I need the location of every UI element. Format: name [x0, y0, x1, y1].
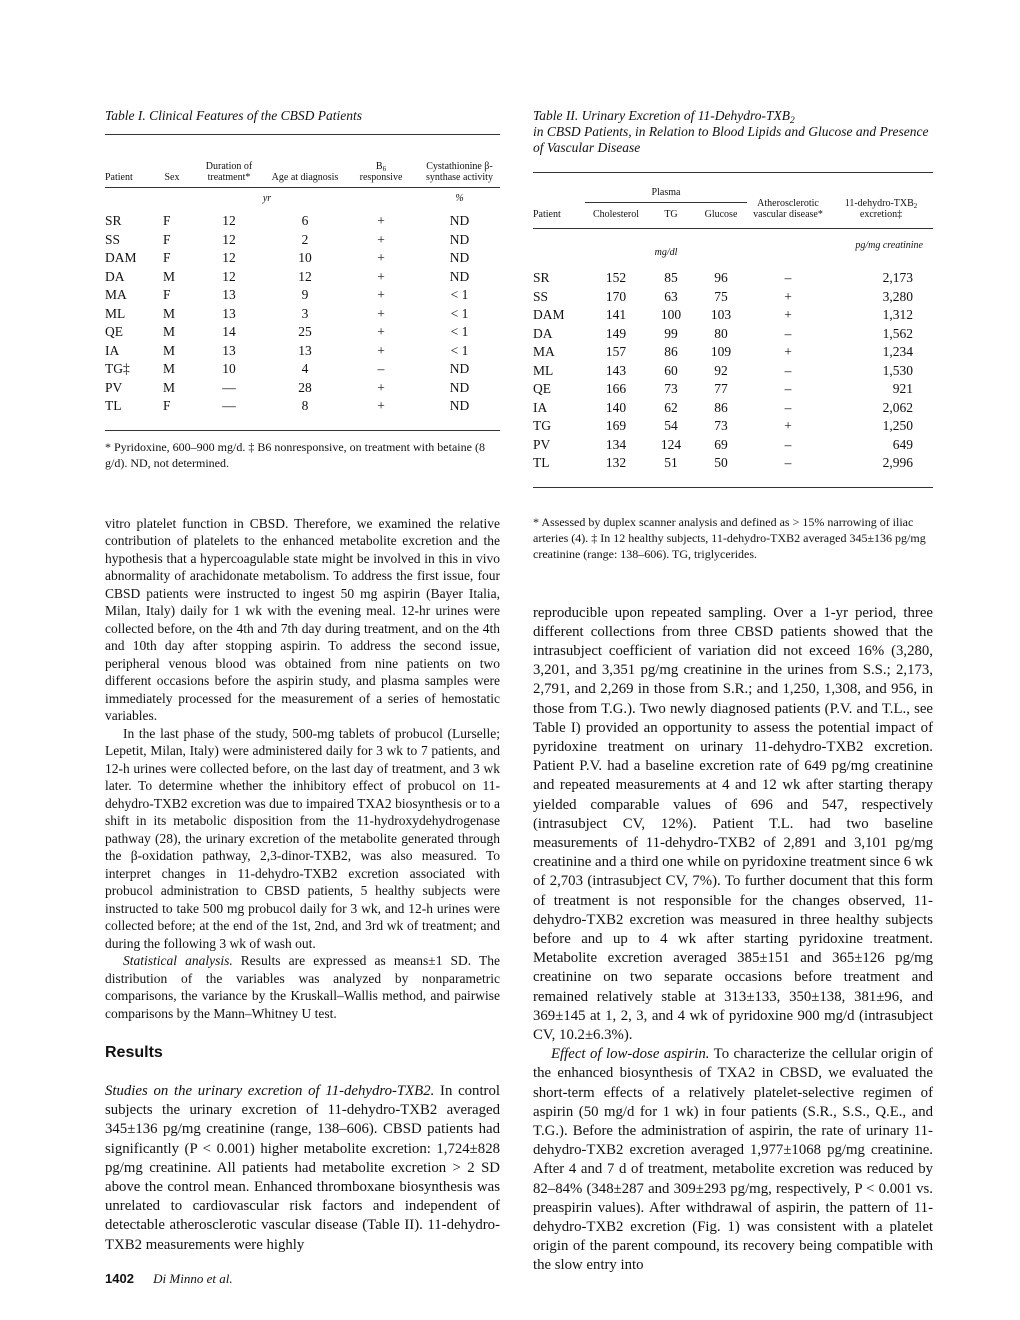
table-cell: –: [377, 361, 385, 376]
table-cell: 85: [664, 270, 678, 285]
table-row: [105, 323, 500, 342]
table-cell: ND: [449, 361, 470, 376]
table-cell: 10: [298, 250, 312, 265]
table-cell: IA: [105, 342, 120, 358]
table-cell: 86: [664, 344, 678, 359]
aspirin-paragraph: Effect of low-dose aspirin. To characterize the cellular origin of the enhanced biosynthesis of TXA2 in CBSD, we evaluated the short-term effects of a relatively platelet-selective regimen of aspirin (50 mg/d for 1 wk) in four patients (S.R., S.S., Q.E., and T.G.). Before the administration of aspirin, the rate of urinary 11-dehydro-TXB2 excretion averaged 1,977±1068 pg/mg creatinine. After 4 and 7 d of treatment, metabolite excretion was reduced by 82–84% (348±287 and 309±293 pg/mg, respectively, P < 0.001 vs. preaspirin values). After withdrawal of aspirin, the pattern of 11-dehydro-TXB2 excretion (Fig. 1) was consistent with a platelet origin of the parent compound, its recovery being compatible with the slow entry into: [533, 1046, 933, 1274]
table-row: [105, 268, 500, 287]
t1-col-sex: Sex: [153, 135, 191, 188]
table-cell: SR: [533, 270, 550, 285]
table-cell: 73: [664, 381, 678, 396]
table-cell: +: [377, 379, 385, 395]
table-row: [533, 288, 933, 307]
table-cell: 13: [298, 342, 312, 358]
table-cell: –: [784, 325, 792, 341]
table-row: [105, 231, 500, 250]
table-cell: 100: [660, 307, 682, 322]
table-cell: 3,280: [882, 288, 913, 304]
table-cell: M: [163, 268, 176, 284]
table-cell: ND: [449, 398, 470, 413]
table-cell: ND: [449, 250, 470, 265]
t1-col-duration: Duration of treatment*: [191, 135, 267, 188]
table-row: [105, 397, 500, 430]
t1-col-patient: Patient: [105, 135, 153, 188]
table-cell: 109: [710, 344, 732, 359]
left-column: [105, 108, 500, 1255]
table-cell: 2,062: [882, 399, 913, 415]
table-cell: < 1: [450, 342, 469, 358]
statistical-paragraph: Statistical analysis. Results are expressed as means±1 SD. The distribution of the variables was analyzed by nonparametric comparisons, the variance by the Kruskall–Wallis method, and pairwise comparisons by the Mann–Whitney U test.: [105, 953, 500, 1021]
table-cell: QE: [105, 324, 123, 339]
table-row: [533, 399, 933, 418]
table-cell: 28: [298, 379, 312, 395]
table-cell: M: [163, 379, 176, 395]
table-cell: F: [163, 398, 171, 413]
t2-col-patient: Patient: [533, 209, 561, 220]
table-cell: 1,530: [882, 362, 913, 378]
table-cell: QE: [533, 381, 551, 396]
table-cell: M: [163, 324, 176, 339]
table-cell: ND: [449, 231, 470, 247]
table-row: [533, 343, 933, 362]
table-cell: 73: [714, 418, 728, 433]
table-cell: F: [163, 213, 171, 228]
table-cell: F: [163, 231, 171, 247]
table-row: [533, 436, 933, 455]
table-cell: M: [163, 305, 176, 321]
results-heading: Results: [105, 1044, 163, 1061]
table-row: [533, 306, 933, 325]
table-cell: +: [377, 305, 385, 321]
table-row: [105, 342, 500, 361]
table-cell: 14: [222, 324, 236, 339]
table-cell: M: [163, 361, 176, 376]
table-cell: MA: [533, 344, 555, 359]
paragraph: In the last phase of the study, 500-mg tablets of probucol (Lurselle; Lepetit, Milan, Italy) were administered daily for 3 wk to 7 patients, and 12-h urines were collected before, on the last day of treatment, and 3 wk later. To determine whether the inhibitory effect of probucol on 11-dehydro-TXB2 excretion was due to impaired TXA2 biosynthesis or to a shift in its metabolic disposition from the 11-hydroxydehydrogenase pathway (28), the urinary excretion of the metabolite generated through the β-oxidation pathway, 2,3-dinor-TXB2, was also measured. To interpret changes in 11-dehydro-TXB2 excretion associated with probucol administration to CBSD patients, 5 healthy subjects were instructed to take 500 mg probucol daily for 3 wk, and 12-h urines were collected before; at the end of the 1st, 2nd, and 3rd wk of treatment; and during the following 3 wk of wash out.: [105, 725, 500, 951]
table-cell: 96: [714, 270, 728, 285]
table-cell: 1,312: [882, 307, 913, 322]
table-cell: 60: [664, 362, 678, 378]
t2-col-excretion: $11-dehydro-TXB_2$ excretion‡: [844, 198, 918, 220]
running-author: Di Minno et al.: [153, 1271, 233, 1286]
table-cell: 9: [301, 287, 309, 302]
table-cell: 134: [605, 436, 627, 452]
t1-col-age: Age at diagnosis: [267, 135, 343, 188]
table-cell: < 1: [450, 324, 469, 339]
table-cell: 12: [222, 231, 236, 247]
table2: [533, 172, 933, 488]
table-cell: 140: [605, 399, 627, 415]
table-cell: 13: [222, 305, 236, 321]
t2-unit-mgdl: mg/dl: [654, 247, 678, 258]
table-cell: SR: [105, 213, 122, 228]
table-cell: –: [784, 381, 792, 396]
table-cell: 13: [222, 287, 236, 302]
t2-col-athero: Atherosclerotic vascular disease*: [753, 198, 823, 220]
table-cell: 10: [222, 361, 236, 376]
results-continued: [533, 604, 933, 1276]
table-cell: 77: [714, 381, 728, 396]
table-cell: M: [163, 342, 176, 358]
table-cell: < 1: [450, 305, 469, 321]
table-cell: 132: [605, 455, 627, 470]
table-cell: DA: [533, 325, 553, 341]
table-row: [533, 362, 933, 381]
table-cell: 12: [222, 213, 236, 228]
table-row: [533, 417, 933, 436]
table-cell: 75: [714, 288, 728, 304]
table-cell: –: [784, 362, 792, 378]
page-number: 1402: [105, 1271, 134, 1286]
table-cell: —: [222, 398, 236, 413]
table-cell: 62: [664, 399, 678, 415]
page-footer: [105, 1271, 233, 1287]
table-row: [105, 212, 500, 231]
methods-text: [105, 515, 500, 1023]
table-row: [533, 325, 933, 344]
table-cell: –: [784, 270, 792, 285]
t2-unit-pgmg: pg/mg creatinine: [855, 240, 923, 251]
table-cell: –: [784, 455, 792, 470]
table-cell: TL: [533, 455, 550, 470]
table-cell: SS: [533, 288, 549, 304]
table-cell: DAM: [105, 250, 137, 265]
t2-col-cholesterol: Cholesterol: [592, 209, 640, 220]
t1-col-b6: $B_6$ responsive: [343, 135, 419, 188]
table-cell: 92: [714, 362, 728, 378]
table-cell: 157: [605, 344, 627, 359]
table-cell: 80: [714, 325, 728, 341]
table-cell: 12: [222, 250, 236, 265]
table-row: [533, 454, 933, 487]
table-cell: 2,996: [882, 455, 913, 470]
right-column: [533, 108, 933, 1276]
paragraph: reproducible upon repeated sampling. Over a 1-yr period, three different collections from three CBSD patients showed that the intrasubject coefficient of variation did not exceed 16% (3,280, 3,201, and 3,351 pg/mg creatinine in the urines from S.S.; 2,173, 2,791, and 2,269 in those from S.R.; and 1,250, 1,308, and 956, in those from T.G.). Two newly diagnosed patients (P.V. and T.L., see Table I) provided an opportunity to assess the potential impact of pyridoxine treatment on urinary 11-dehydro-TXB2 excretion. Patient P.V. had a baseline excretion rate of 649 pg/mg creatinine and repeated measurements at 4 and 12 wk after starting therapy yielded comparable values of 696 and 547, respectively (intrasubject CV, 12%). Patient T.L. had two baseline measurements of 11-dehydro-TXB2 of 2,891 and 3,101 pg/mg creatinine and a third one while on pyridoxine treatment since 6 wk of 2,703 (intrasubject CV, 7%). To further document that this form of treatment is not responsible for the changes observed, 11-dehydro-TXB2 excretion was measured in three healthy subjects before and up to 4 wk after starting pyridoxine treatment. Metabolite excretion averaged 385±151 and 365±126 pg/mg creatinine on two separate occasions before treatment and remained relatively stable at 313±133, 350±138, 381±96, and 369±145 at 1, 2, 3, and 4 wk of pyridoxine 900 mg/d (intrasubject CV, 10.2±6.3%).: [533, 604, 933, 1043]
table-cell: +: [784, 344, 792, 359]
table-cell: +: [784, 418, 792, 433]
table-cell: 921: [892, 381, 913, 396]
t1-col-cbs: Cystathionine β-synthase activity: [419, 135, 500, 188]
table-cell: MA: [105, 287, 127, 302]
table-cell: +: [784, 307, 792, 322]
table-cell: 141: [605, 307, 627, 322]
table-cell: 12: [222, 268, 236, 284]
table-cell: 12: [298, 268, 312, 284]
table-row: [105, 360, 500, 379]
table-cell: PV: [105, 379, 123, 395]
table-cell: +: [784, 288, 792, 304]
table-cell: DAM: [533, 307, 565, 322]
table-cell: ML: [533, 362, 554, 378]
table-cell: 13: [222, 342, 236, 358]
table-row: [105, 305, 500, 324]
table-cell: 2: [301, 231, 309, 247]
table1-caption: Table I. Clinical Features of the CBSD Patients: [105, 108, 362, 123]
table-cell: DA: [105, 268, 125, 284]
table-cell: +: [377, 342, 385, 358]
table-row: [533, 269, 933, 288]
table-cell: –: [784, 399, 792, 415]
table-cell: 124: [660, 436, 682, 452]
table-cell: 8: [301, 398, 309, 413]
table-cell: TG‡: [105, 361, 130, 376]
table-cell: 54: [664, 418, 678, 433]
table-cell: 1,562: [882, 325, 913, 341]
table-cell: 86: [714, 399, 728, 415]
table2-caption: Table II. Urinary Excretion of $11-Dehydro-TXB_2$ in CBSD Patients, in Relation to Blood Lipids and Glucose and Presence of Vascular Disease: [533, 108, 929, 155]
table-cell: +: [377, 287, 385, 302]
table-cell: —: [222, 379, 236, 395]
t2-col-plasma: Plasma: [585, 173, 747, 203]
table-cell: 4: [301, 361, 309, 376]
table2-footnote: * Assessed by duplex scanner analysis and defined as > 15% narrowing of iliac arteries (4). ‡ In 12 healthy subjects, 11-dehydro-TXB2 averaged 345±136 pg/mg creatinine (range: 138–606). TG, triglycerides.: [533, 514, 926, 561]
table-cell: 170: [605, 288, 627, 304]
table-cell: +: [377, 324, 385, 339]
table-cell: 103: [710, 307, 732, 322]
table-cell: 143: [605, 362, 627, 378]
table-cell: 25: [298, 324, 312, 339]
table-cell: +: [377, 231, 385, 247]
table-cell: 1,234: [882, 344, 913, 359]
table1-footnote: * Pyridoxine, 600–900 mg/d. ‡ B6 nonresponsive, on treatment with betaine (8 g/d). ND, not determined.: [105, 439, 485, 470]
table-row: [105, 286, 500, 305]
t2-col-tg: TG: [664, 209, 678, 220]
table-cell: TG: [533, 418, 551, 433]
table-cell: 2,173: [882, 270, 913, 285]
t1-unit-years: yr: [262, 193, 272, 204]
table-cell: 152: [605, 270, 627, 285]
table-cell: 166: [605, 381, 627, 396]
table-cell: 149: [605, 325, 627, 341]
table-cell: +: [377, 398, 385, 413]
table-cell: ND: [449, 213, 470, 228]
results-paragraph: Studies on the urinary excretion of 11-dehydro-TXB2. In control subjects the urinary excretion of 11-dehydro-TXB2 averaged 345±136 pg/mg creatinine (range, 138–606). CBSD patients had significantly (P < 0.001) higher metabolite excretion: 1,724±828 pg/mg creatinine. All patients had metabolite excretion > 2 SD above the control mean. Enhanced thromboxane biosynthesis was unrelated to cardiovascular risk factors and independent of detectable atherosclerotic vascular disease (Table II). 11-dehydro-TXB2 measurements were highly: [105, 1083, 500, 1253]
table1: [105, 134, 500, 431]
table-row: [105, 249, 500, 268]
table-cell: –: [784, 436, 792, 452]
table-cell: 1,250: [882, 418, 913, 433]
table-cell: IA: [533, 399, 548, 415]
table-cell: 649: [892, 436, 913, 452]
table-cell: 169: [605, 418, 627, 433]
table-cell: 63: [664, 288, 678, 304]
table-cell: 50: [714, 455, 728, 470]
table-cell: 6: [301, 213, 309, 228]
table-cell: ML: [105, 305, 126, 321]
table-row: [105, 379, 500, 398]
table-cell: SS: [105, 231, 121, 247]
table-row: [533, 380, 933, 399]
table-cell: PV: [533, 436, 551, 452]
t1-unit-percent: %: [455, 193, 464, 204]
table-cell: F: [163, 250, 171, 265]
table-cell: TL: [105, 398, 122, 413]
t2-col-glucose: Glucose: [704, 209, 738, 220]
table-cell: < 1: [450, 287, 469, 302]
table-cell: +: [377, 268, 385, 284]
table-cell: 69: [714, 436, 728, 452]
table-cell: +: [377, 213, 385, 228]
table-cell: +: [377, 250, 385, 265]
paragraph: vitro platelet function in CBSD. Therefore, we examined the relative contribution of platelets to the enhanced metabolite excretion and the hypothesis that a hypercoagulable state might be involved in this in vivo abnormality of arachidonate metabolism. To address the first issue, four CBSD patients were instructed to ingest 50 mg aspirin (Bayer Italia, Milan, Italy) daily for 1 wk with the evening meal. 12-hr urines were collected before, on the 4th and 7th day during treatment, and on the 4th and 10th day after stopping aspirin. To address the second issue, peripheral venous blood was obtained from nine patients on two different occasions before the aspirin study, and plasma samples were immediately processed for the measurement of a series of hemostatic variables.: [105, 515, 500, 723]
table-cell: ND: [449, 268, 470, 284]
table-cell: 99: [664, 325, 678, 341]
table-cell: ND: [449, 379, 470, 395]
table-cell: 51: [664, 455, 678, 470]
table-cell: F: [163, 287, 171, 302]
table-cell: 3: [301, 305, 309, 321]
